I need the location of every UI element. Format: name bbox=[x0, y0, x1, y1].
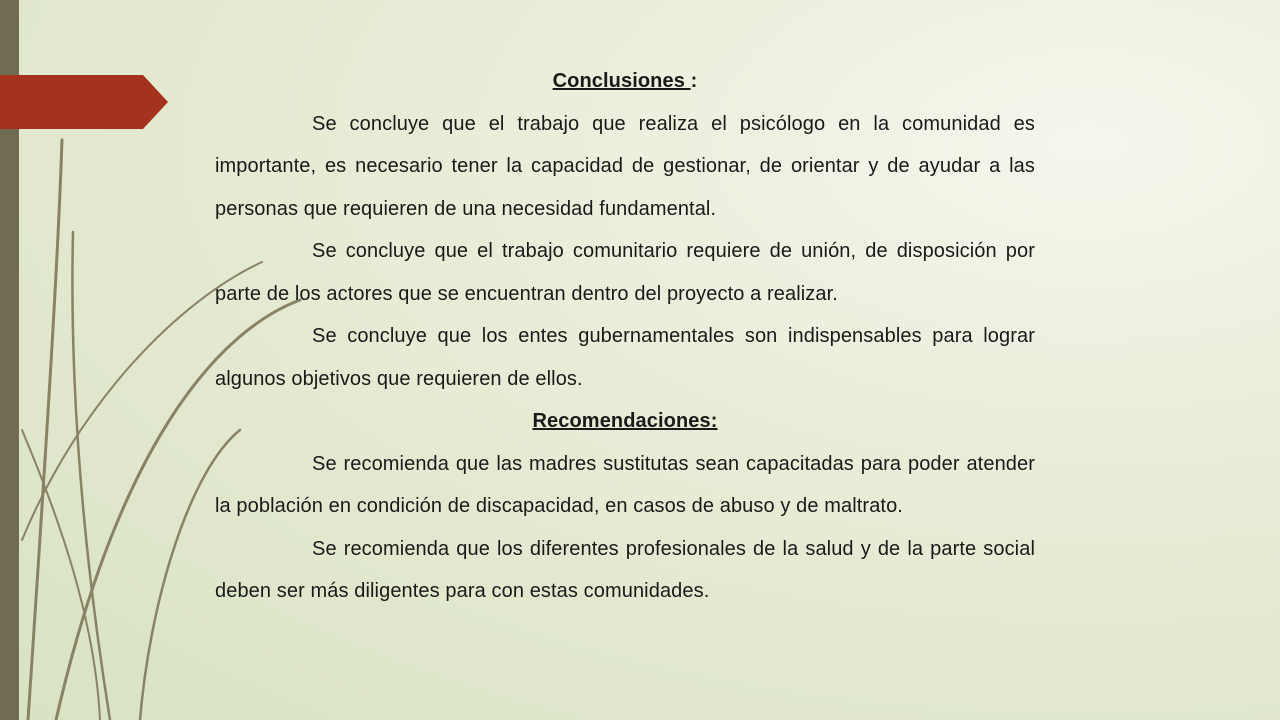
recommendation-text: Se recomienda que las madres sustitutas sean capacitadas para poder atender la población en condición de discapacidad, en casos de abuso y de maltrato. bbox=[215, 452, 1035, 517]
conclusion-text: Se concluye que el trabajo comunitario requiere de unión, de disposición por parte de los actores que se encuentran dentro del proyecto a realizar. bbox=[215, 240, 1035, 305]
conclusion-item bbox=[215, 230, 1035, 315]
recommendations-heading bbox=[215, 400, 1035, 443]
recommendation-text: Se recomienda que los diferentes profesionales de la salud y de la parte social deben ser más diligentes para con estas comunidades. bbox=[215, 537, 1035, 602]
recommendation-item bbox=[215, 443, 1035, 528]
conclusions-heading bbox=[215, 60, 1035, 103]
conclusion-text: Se concluye que los entes gubernamentales son indispensables para lograr algunos objetivos que requieren de ellos. bbox=[215, 325, 1035, 390]
conclusion-text: Se concluye que el trabajo que realiza el psicólogo en la comunidad es importante, es necesario tener la capacidad de gestionar, de orientar y de ayudar a las personas que requieren de una necesidad fundamental. bbox=[215, 112, 1035, 220]
slide-content bbox=[215, 60, 1035, 613]
conclusions-heading-suffix: : bbox=[690, 70, 698, 92]
conclusions-heading-text: Conclusiones bbox=[552, 70, 691, 92]
recommendations-heading-text: Recomendaciones: bbox=[532, 410, 718, 432]
recommendation-item bbox=[215, 528, 1035, 613]
decor-curve bbox=[28, 140, 62, 720]
decor-curve bbox=[22, 430, 100, 720]
conclusion-item bbox=[215, 103, 1035, 231]
conclusion-item bbox=[215, 315, 1035, 400]
